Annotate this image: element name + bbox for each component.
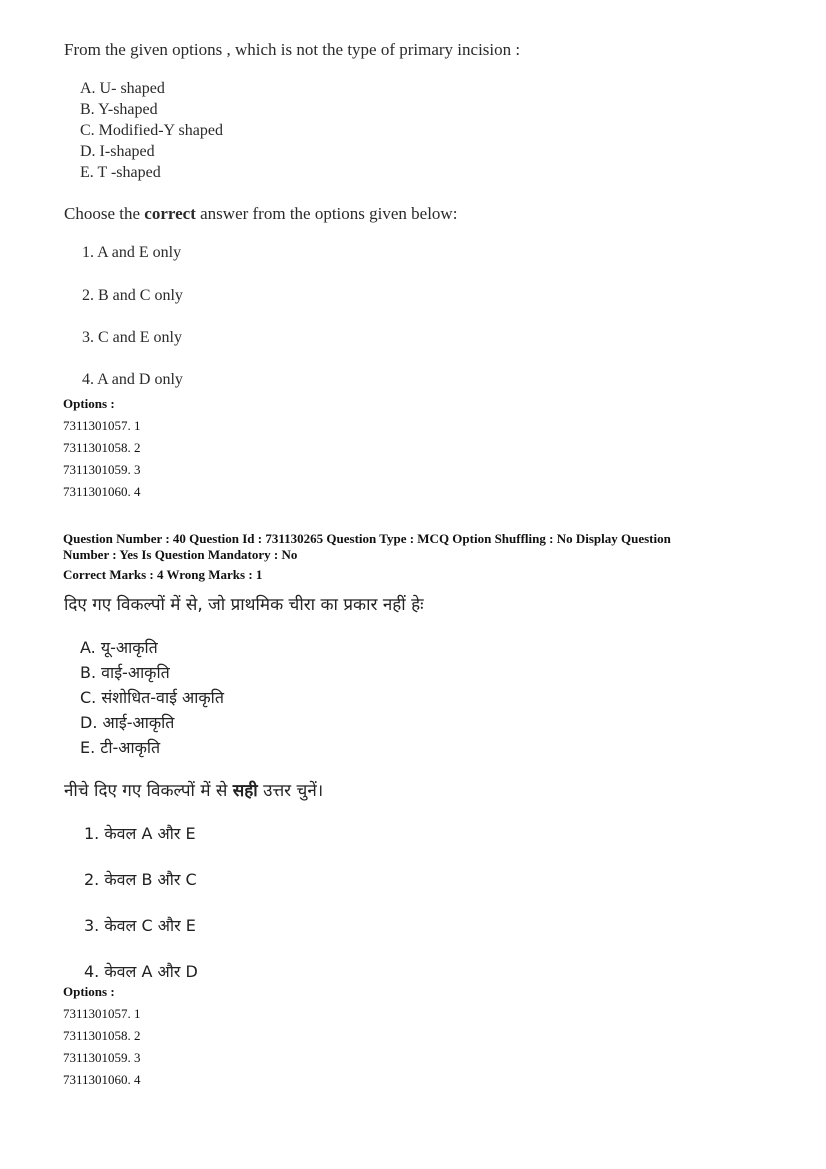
option-item-d: D. I-shaped	[80, 143, 155, 160]
choose-bold: correct	[144, 204, 196, 223]
option-item-b: B. Y-shaped	[80, 101, 158, 118]
option-id-2: 7311301058. 2	[63, 440, 141, 455]
choose-instruction-hindi	[64, 778, 323, 801]
question-meta-line1: Question Number : 40 Question Id : 731130265 Question Type : MCQ Option Shuffling : No Display Question	[63, 531, 671, 546]
choose-post-hindi: उत्तर चुनें।	[257, 781, 324, 801]
option-item-c-hindi: C. संशोधित-वाई आकृति	[80, 688, 224, 707]
option-id-4-q40: 7311301060. 4	[63, 1072, 141, 1087]
option-id-4: 7311301060. 4	[63, 484, 141, 499]
option-id-2-q40: 7311301058. 2	[63, 1028, 141, 1043]
choose-post: answer from the options given below:	[195, 204, 458, 223]
choose-instruction	[64, 204, 457, 224]
question-text-hindi: दिए गए विकल्पों में से, जो प्राथमिक चीरा का प्रकार नहीं हेः	[64, 595, 424, 615]
options-label-q40: Options :	[63, 984, 115, 999]
choose-pre-hindi: नीचे दिए गए विकल्पों में से	[64, 781, 233, 801]
option-id-1: 7311301057. 1	[63, 418, 141, 433]
option-item-e-hindi: E. टी-आकृति	[80, 738, 161, 757]
answer-choice-3: 3. C and E only	[82, 329, 182, 346]
option-item-a-hindi: A. यू-आकृति	[80, 638, 158, 657]
option-id-1-q40: 7311301057. 1	[63, 1006, 141, 1021]
option-item-d-hindi: D. आई-आकृति	[80, 713, 175, 732]
answer-choice-2-hindi: 2. केवल B और C	[84, 870, 197, 889]
answer-choice-2: 2. B and C only	[82, 287, 183, 304]
choose-bold-hindi: सही	[232, 781, 258, 801]
answer-choice-1: 1. A and E only	[82, 244, 182, 261]
option-item-a: A. U- shaped	[80, 80, 165, 97]
option-id-3-q40: 7311301059. 3	[63, 1050, 141, 1065]
option-item-c: C. Modified-Y shaped	[80, 122, 223, 139]
options-label: Options :	[63, 396, 115, 411]
answer-choice-4-hindi: 4. केवल A और D	[84, 962, 198, 981]
question-text: From the given options , which is not the type of primary incision :	[64, 40, 521, 59]
option-item-e: E. T -shaped	[80, 164, 161, 181]
option-id-3: 7311301059. 3	[63, 462, 141, 477]
answer-choice-4: 4. A and D only	[82, 371, 183, 388]
choose-pre: Choose the	[64, 204, 145, 223]
question-marks: Correct Marks : 4 Wrong Marks : 1	[63, 567, 263, 582]
question-meta-line2: Number : Yes Is Question Mandatory : No	[63, 547, 298, 562]
option-item-b-hindi: B. वाई-आकृति	[80, 663, 170, 682]
answer-choice-3-hindi: 3. केवल C और E	[84, 916, 196, 935]
answer-choice-1-hindi: 1. केवल A और E	[84, 824, 196, 843]
